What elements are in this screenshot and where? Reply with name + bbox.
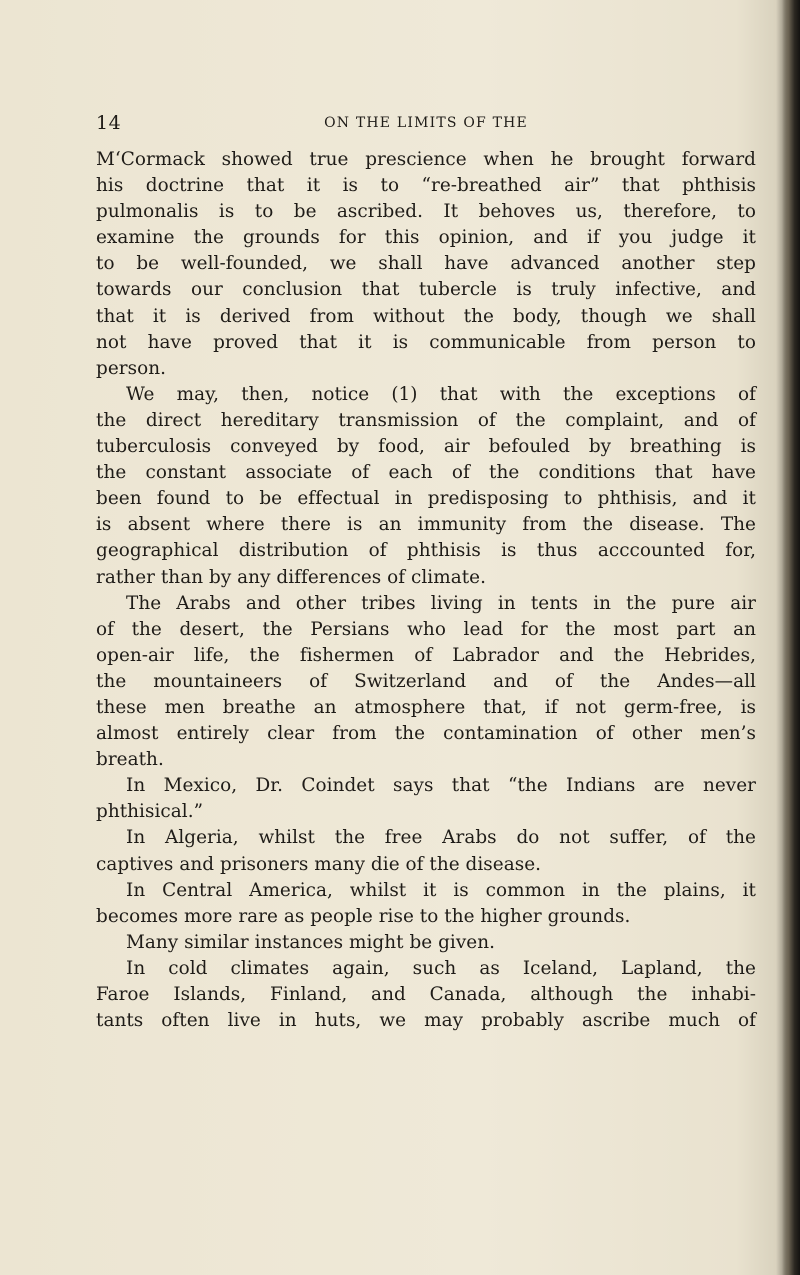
body-text [96, 147, 756, 1034]
text-line: his doctrine that it is to “re-breathed air” that phthisis [96, 175, 756, 197]
text-line: The Arabs and other tribes living in tents in the pure air [126, 592, 756, 614]
text-line: We may, then, notice (1) that with the exceptions of [126, 383, 756, 405]
text-line: examine the grounds for this opinion, and if you judge it [96, 227, 756, 249]
text-line: not have proved that it is communicable from person to [96, 331, 756, 353]
text-line: pulmonalis is to be ascribed. It behoves us, therefore, to [96, 201, 756, 223]
text-line: is absent where there is an immunity from the disease. The [96, 514, 756, 536]
text-line: the direct hereditary transmission of the complaint, and of [96, 409, 756, 431]
text-line: tuberculosis conveyed by food, air befouled by breathing is [96, 436, 756, 458]
text-line: becomes more rare as people rise to the higher grounds. [96, 905, 631, 927]
page-number: 14 [96, 112, 122, 134]
text-line: In cold climates again, such as Iceland, Lapland, the [126, 957, 756, 979]
text-line: breath. [96, 749, 164, 771]
text-line: Many similar instances might be given. [126, 931, 496, 953]
text-line: the mountaineers of Switzerland and of the Andes—all [96, 670, 756, 692]
running-head-title: ON THE LIMITS OF THE [324, 115, 528, 131]
text-line: almost entirely clear from the contamination of other men’s [96, 723, 756, 745]
text-line: phthisical.” [96, 801, 204, 823]
page-edge-shadow [782, 0, 800, 1275]
text-line: to be well-founded, we shall have advanced another step [96, 253, 756, 275]
text-line: of the desert, the Persians who lead for the most part an [96, 618, 756, 640]
text-line: that it is derived from without the body, though we shall [96, 305, 756, 327]
text-line: In Mexico, Dr. Coindet says that “the Indians are never [126, 775, 756, 797]
text-line: Faroe Islands, Finland, and Canada, although the inhabi- [96, 984, 756, 1005]
text-line: M‘Cormack showed true prescience when he brought forward [96, 149, 756, 170]
text-line: geographical distribution of phthisis is thus acccounted for, [96, 540, 756, 562]
text-line: these men breathe an atmosphere that, if not germ-free, is [96, 696, 756, 718]
text-line: tants often live in huts, we may probably ascribe much of [96, 1010, 756, 1032]
text-line: captives and prisoners many die of the disease. [96, 853, 542, 875]
text-line: the constant associate of each of the conditions that have [96, 462, 756, 484]
text-line: In Central America, whilst it is common in the plains, it [126, 879, 756, 901]
text-line: person. [96, 357, 166, 379]
text-line: In Algeria, whilst the free Arabs do not suffer, of the [126, 827, 756, 849]
text-line: open-air life, the fishermen of Labrador and the Hebrides, [96, 644, 756, 666]
text-line: been found to be effectual in predisposing to phthisis, and it [96, 488, 756, 510]
running-head [96, 112, 756, 134]
text-line: rather than by any differences of climate. [96, 566, 487, 588]
text-line: towards our conclusion that tubercle is truly infective, and [96, 279, 756, 301]
